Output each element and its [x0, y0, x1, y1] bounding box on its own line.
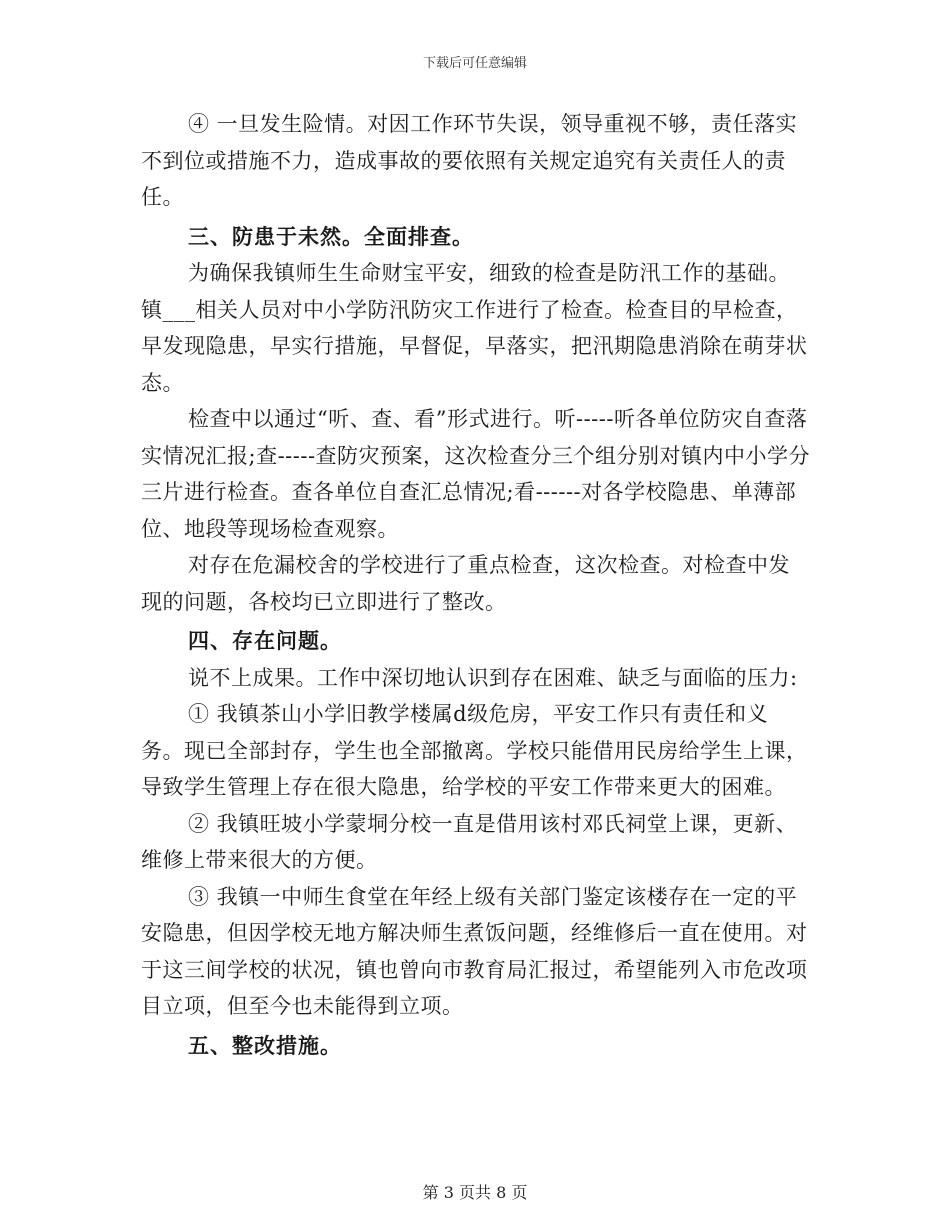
page-header: 下载后可任意编辑: [422, 56, 527, 71]
section-heading-3: 三、防患于未然。全面排查。: [188, 223, 474, 249]
section-heading-4: 四、存在问题。: [188, 628, 342, 653]
section-heading-5: 五、整改措施。: [188, 1032, 342, 1058]
page-footer: 第 3 页共 8 页: [422, 1183, 528, 1202]
paragraph-4-accountability: ④ 一旦发生险情。对因工作环节失误，领导重视不够，责任落实不到位或措施不力，造成事故的要依照有关规定追究有关责任人的责任。: [141, 112, 798, 209]
paragraph-inspection-method: 检查中以通过“听、查、看”形式进行。听-----听各单位防灾自查落实情况汇报;查-----查防灾预案，这次检查分三个组分别对镇内中小学分三片进行检查。查各单位自查汇总情况;看------对各学校隐患、单薄部位、地段等现场检查观察。: [141, 407, 811, 541]
paragraph-inspection-purpose: 为确保我镇师生生命财宝平安，细致的检查是防汛工作的基础。镇___相关人员对中小学防汛防灾工作进行了检查。检查目的早检查，早发现隐患，早实行措施，早督促，早落实，把汛期隐患消除在萌芽状态。: [141, 261, 808, 395]
document-body: [141, 106, 811, 1064]
paragraph-problems-intro: 说不上成果。工作中深切地认识到存在困难、缺乏与面临的压力:: [188, 665, 798, 690]
paragraph-problem-2: ② 我镇旺坡小学蒙垌分校一直是借用该村邓氏祠堂上课，更新、维修上带来很大的方便。: [141, 811, 798, 872]
paragraph-problem-1: ① 我镇茶山小学旧教学楼属d级危房，平安工作只有责任和义务。现已全部封存，学生也全部撤离。学校只能借用民房给学生上课，导致学生管理上存在很大隐患，给学校的平安工作带来更大的困难。: [141, 702, 808, 799]
paragraph-key-inspection: 对存在危漏校舍的学校进行了重点检查，这次检查。对检查中发现的问题，各校均已立即进行了整改。: [141, 553, 790, 614]
paragraph-problem-3: ③ 我镇一中师生食堂在年经上级有关部门鉴定该楼存在一定的平安隐患，但因学校无地方解决师生煮饭问题，经维修后一直在使用。对于这三间学校的状况，镇也曾向市教育局汇报过，希望能列入市危改项目立项，但至今也未能得到立项。: [141, 884, 808, 1018]
